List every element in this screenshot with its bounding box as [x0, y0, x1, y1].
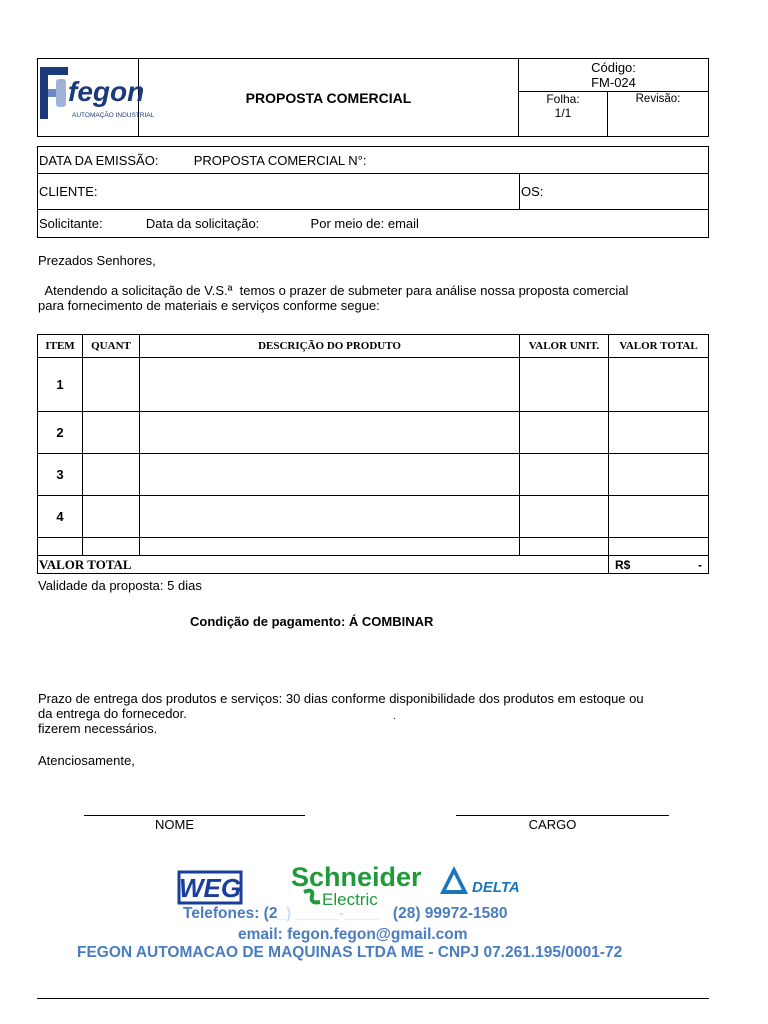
- schneider-electric-logo: [290, 858, 422, 909]
- issue-date-label: DATA DA EMISSÃO:: [39, 152, 159, 168]
- unit-value-cell: [520, 496, 609, 538]
- requester-label: Solicitante:: [39, 216, 103, 231]
- description-cell: [140, 496, 520, 538]
- table-row: [38, 496, 709, 538]
- company-line: FEGON AUTOMACAO DE MAQUINAS LTDA ME - CNPJ 07.261.195/0001-72: [77, 944, 623, 961]
- quant-cell: [83, 496, 140, 538]
- logo-text: fegon: [68, 76, 145, 107]
- description-cell: [140, 454, 520, 496]
- unit-value-cell: [520, 454, 609, 496]
- requester-row: [38, 210, 709, 238]
- total-value-cell: [609, 556, 709, 574]
- col-header-quant: QUANT: [83, 335, 140, 358]
- issue-row: [38, 147, 709, 174]
- description-cell: [140, 358, 520, 412]
- logo-subtext: AUTOMAÇÃO INDUSTRIAL: [72, 112, 155, 119]
- phone-2: (28) 99972-1580: [392, 905, 508, 922]
- name-signature-line: [84, 815, 305, 816]
- col-header-total-value: VALOR TOTAL: [609, 335, 709, 358]
- footer-divider: [37, 998, 709, 999]
- code-value: FM-024: [591, 75, 636, 90]
- total-row: [38, 556, 709, 574]
- total-value-cell: [609, 412, 709, 454]
- schneider-text: Schneider: [291, 862, 422, 892]
- intro-text-1: Atendendo a solicitação de V.S.ª temos o prazer de submeter para análise nossa proposta comercial: [44, 283, 629, 298]
- item-number: [38, 538, 83, 556]
- document-title: PROPOSTA COMERCIAL: [139, 59, 519, 137]
- quant-cell: [83, 454, 140, 496]
- unit-value-cell: [520, 412, 609, 454]
- delta-logo: [440, 864, 526, 898]
- delivery-line-3: fizerem necessários.: [38, 721, 158, 736]
- intro-line-2: para fornecimento de materiais e serviços conforme segue:: [38, 298, 380, 313]
- name-label: NOME: [155, 817, 194, 832]
- proposal-number-label: PROPOSTA COMERCIAL N°:: [193, 152, 367, 168]
- sheet-cell: [519, 92, 608, 137]
- via-label: Por meio de: email: [310, 216, 419, 231]
- code-label: Código:: [591, 60, 636, 75]
- os-label: OS:: [520, 174, 709, 210]
- total-value-cell: [609, 358, 709, 412]
- weg-text: WEG: [178, 873, 242, 903]
- phones-obscured: _) _____-____: [277, 905, 379, 922]
- table-row: [38, 454, 709, 496]
- total-value-cell: [609, 538, 709, 556]
- sheet-label: Folha:: [546, 92, 580, 106]
- item-number: 1: [38, 358, 83, 412]
- code-cell: [519, 59, 709, 92]
- description-cell: [140, 412, 520, 454]
- description-cell: [140, 538, 520, 556]
- item-number: 4: [38, 496, 83, 538]
- delivery-line-1: Prazo de entrega dos produtos e serviços: 30 dias conforme disponibilidade dos produtos em estoque ou: [38, 691, 644, 706]
- info-table: [37, 146, 709, 238]
- document-header: [37, 58, 709, 137]
- items-table: [37, 334, 709, 574]
- role-signature-line: [456, 815, 669, 816]
- unit-value-cell: [520, 538, 609, 556]
- total-value-cell: [609, 496, 709, 538]
- quant-cell: [83, 538, 140, 556]
- fegon-logo: [38, 59, 155, 133]
- table-row: [38, 412, 709, 454]
- electric-text: Electric: [322, 890, 378, 909]
- closing-text: Atenciosamente,: [38, 753, 135, 768]
- client-label: CLIENTE:: [38, 174, 520, 210]
- stray-dot: .: [393, 711, 396, 722]
- col-header-unit-value: VALOR UNIT.: [520, 335, 609, 358]
- revision-label: Revisão:: [608, 92, 709, 137]
- phones-line: [183, 905, 508, 923]
- total-currency: R$: [615, 557, 631, 572]
- logo-cell: [38, 59, 155, 137]
- sheet-value: 1/1: [554, 106, 572, 120]
- total-label: VALOR TOTAL: [38, 556, 609, 574]
- quant-cell: [83, 412, 140, 454]
- greeting: Prezados Senhores,: [38, 253, 156, 268]
- table-row: [38, 538, 709, 556]
- total-value-cell: [609, 454, 709, 496]
- col-header-item: ITEM: [38, 335, 83, 358]
- delivery-line-2: da entrega do fornecedor.: [38, 706, 187, 721]
- payment-condition: [190, 614, 433, 629]
- payment-value: Á COMBINAR: [348, 614, 434, 629]
- item-number: 2: [38, 412, 83, 454]
- role-label: CARGO: [528, 817, 577, 832]
- table-row: [38, 358, 709, 412]
- phones-label: Telefones: (2: [183, 905, 278, 922]
- email-line: email: fegon.fegon@gmail.com: [238, 926, 468, 943]
- payment-label: Condição de pagamento:: [190, 614, 349, 629]
- unit-value-cell: [520, 358, 609, 412]
- col-header-description: DESCRIÇÃO DO PRODUTO: [140, 335, 520, 358]
- item-number: 3: [38, 454, 83, 496]
- weg-logo: [178, 869, 244, 905]
- request-date-label: Data da solicitação:: [145, 216, 260, 231]
- delta-text: DELTA: [472, 879, 520, 896]
- total-value: -: [698, 557, 702, 572]
- quant-cell: [83, 358, 140, 412]
- validity-text: Validade da proposta: 5 dias: [38, 578, 202, 593]
- intro-line-1: [38, 283, 628, 298]
